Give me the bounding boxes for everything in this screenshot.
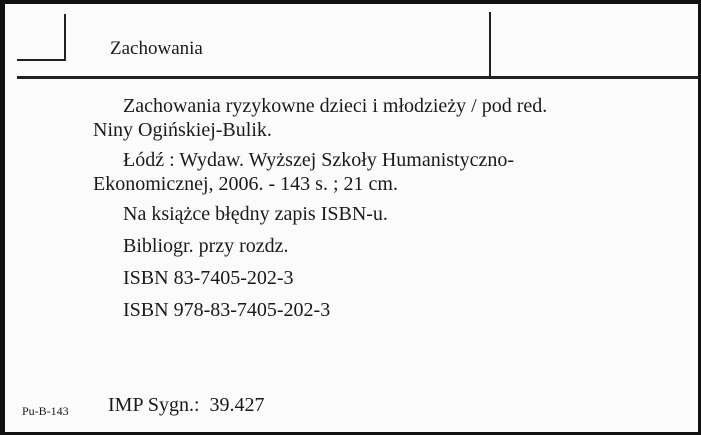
note-bibliography: Bibliogr. przy rozdz. <box>123 235 289 257</box>
call-number-value: 39.427 <box>209 394 265 416</box>
card-body <box>93 94 688 330</box>
title-line-2: Niny Ogińskiej-Bulik. <box>93 119 272 141</box>
call-number <box>108 394 265 417</box>
subject-heading: Zachowania <box>110 38 203 59</box>
corner-mark <box>17 14 66 61</box>
note-isbn-error: Na książce błędny zapis ISBN-u. <box>123 203 388 225</box>
isbn-13: ISBN 978-83-7405-202-3 <box>123 299 331 321</box>
footer-code: Pu-B-143 <box>22 404 69 418</box>
imprint <box>93 148 688 196</box>
imprint-line-2: Ekonomicznej, 2006. - 143 s. ; 21 cm. <box>93 173 398 195</box>
imprint-line-1: Łódź : Wydaw. Wyższej Szkoły Humanistyczno- <box>123 149 515 171</box>
title-line-1: Zachowania ryzykowne dzieci i młodzieży / pod red. <box>123 95 548 117</box>
isbn-10: ISBN 83-7405-202-3 <box>123 267 294 289</box>
header-divider-horizontal <box>17 76 699 79</box>
title-statement <box>93 94 688 142</box>
call-number-label: IMP Sygn.: <box>108 394 200 416</box>
header-divider-vertical <box>489 12 491 78</box>
